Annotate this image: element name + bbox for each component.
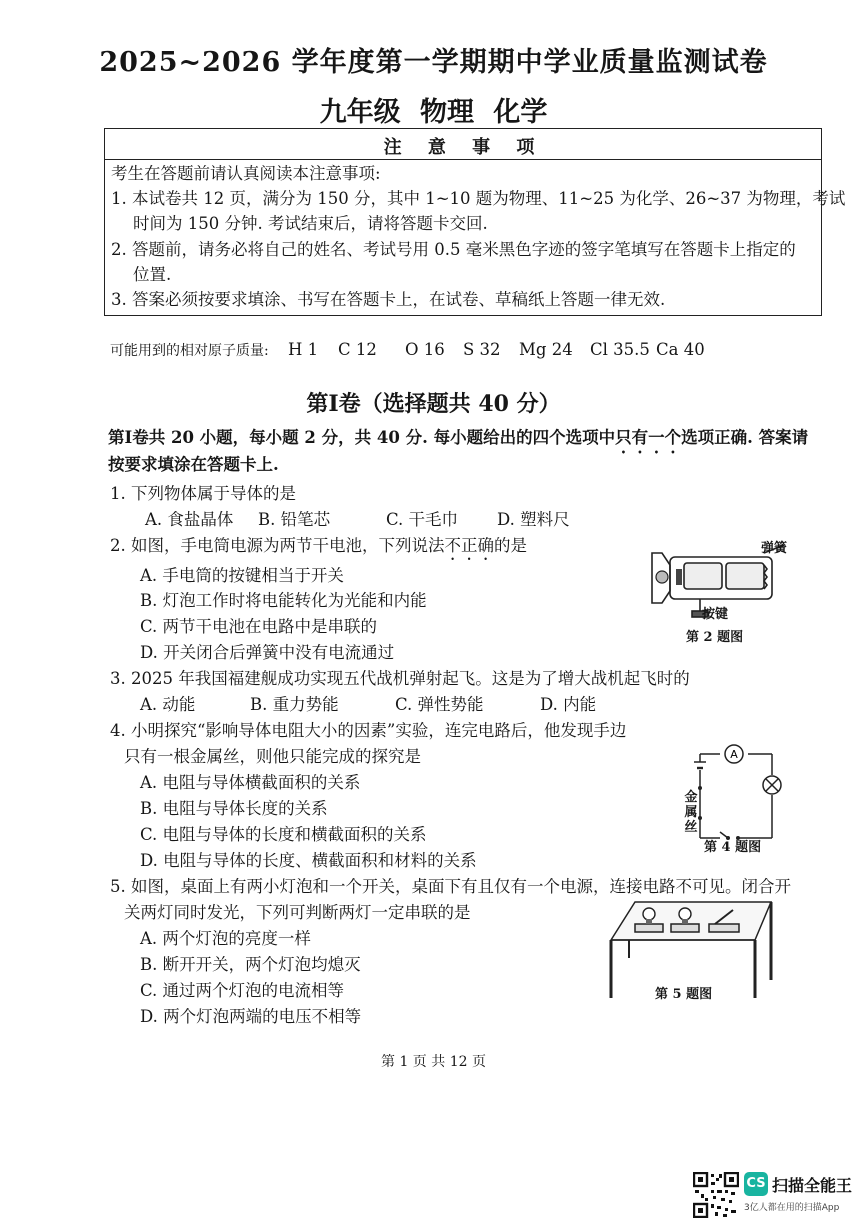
camscanner-badge: CS — [746, 1176, 766, 1191]
question-2-option-d: D. 开关闭合后弹簧中没有电流通过 — [140, 643, 395, 662]
question-4-stem-line-2: 只有一根金属丝，则他只能完成的探究是 — [124, 747, 421, 766]
question-5-option-b: B. 断开开关，两个灯泡均熄灭 — [140, 955, 361, 974]
atomic-mass-ca: Ca 40 — [656, 340, 705, 359]
question-4-option-d: D. 电阻与导体的长度、横截面积和材料的关系 — [140, 851, 477, 870]
page-number: 第 1 页 共 12 页 — [381, 1054, 486, 1070]
question-1-stem: 1. 下列物体属于导体的是 — [110, 484, 296, 503]
figure-5-caption: 第 5 题图 — [655, 987, 713, 1002]
atomic-mass-s: S 32 — [463, 340, 501, 359]
notice-item-2-line-2: 位置. — [133, 265, 172, 284]
notice-item-1-line-2: 时间为 150 分钟. 考试结束后，请将答题卡交回. — [133, 214, 488, 233]
question-2-option-b: B. 灯泡工作时将电能转化为光能和内能 — [140, 591, 427, 610]
notice-item-2-line-1: 2. 答题前，请务必将自己的姓名、考试号用 0.5 毫米黑色字迹的签字笔填写在答题卡上指定的 — [111, 240, 796, 259]
notice-divider — [105, 159, 821, 160]
figure-2-caption: 第 2 题图 — [686, 630, 744, 645]
question-4-option-b: B. 电阻与导体长度的关系 — [140, 799, 328, 818]
camscanner-tagline: 3亿人都在用的扫描App — [744, 1203, 840, 1213]
question-4-stem-line-1: 4. 小明探究“影响导体电阻大小的因素”实验，连完电路后，他发现手边 — [110, 721, 627, 740]
question-3-option-d: D. 内能 — [540, 695, 597, 714]
notice-item-3: 3. 答案必须按要求填涂、书写在答题卡上，在试卷、草稿纸上答题一律无效. — [111, 290, 666, 309]
question-2-option-a: A. 手电筒的按键相当于开关 — [140, 566, 344, 585]
ammeter-symbol: A — [730, 748, 738, 761]
question-2-stem: 2. 如图，手电筒电源为两节干电池，下列说法不正确的是 — [110, 536, 527, 555]
question-5-option-a: A. 两个灯泡的亮度一样 — [140, 929, 311, 948]
section-instructions-line-2: 按要求填涂在答题卡上. — [108, 455, 279, 474]
question-5-stem-line-1: 5. 如图，桌面上有两小灯泡和一个开关，桌面下有且仅有一个电源，连接电路不可见。闭合开 — [110, 877, 791, 896]
atomic-mass-c: C 12 — [338, 340, 377, 359]
question-3-option-c: C. 弹性势能 — [395, 695, 484, 714]
atomic-mass-mg: Mg 24 — [519, 340, 573, 359]
notice-box — [104, 128, 846, 316]
figure-4-caption: 第 4 题图 — [704, 840, 762, 855]
question-2-option-c: C. 两节干电池在电路中是串联的 — [140, 617, 378, 636]
atomic-mass-label: 可能用到的相对原子质量: — [110, 343, 269, 359]
question-3-option-b: B. 重力势能 — [250, 695, 339, 714]
atomic-mass-h: H 1 — [288, 340, 319, 359]
question-4-option-c: C. 电阻与导体的长度和横截面积的关系 — [140, 825, 427, 844]
question-5-stem-line-2: 关两灯同时发光，下列可判断两灯一定串联的是 — [124, 903, 471, 922]
exam-title: 2025~2026 学年度第一学期期中学业质量监测试卷 — [99, 47, 768, 78]
question-4-option-a: A. 电阻与导体横截面积的关系 — [140, 773, 361, 792]
question-3-stem: 3. 2025 年我国福建舰成功实现五代战机弹射起飞。这是为了增大战机起飞时的 — [110, 669, 690, 688]
question-3-option-a: A. 动能 — [140, 695, 196, 714]
question-5-option-d: D. 两个灯泡两端的电压不相等 — [140, 1007, 362, 1026]
notice-item-1-line-1: 1. 本试卷共 12 页，满分为 150 分，其中 1~10 题为物理、11~25 为化学、26~37 为物理，考试 — [111, 189, 846, 208]
question-1-option-a: A. 食盐晶体 — [145, 510, 234, 529]
question-5-option-c: C. 通过两个灯泡的电流相等 — [140, 981, 345, 1000]
question-1-option-b: B. 铅笔芯 — [258, 510, 331, 529]
notice-heading: 注 意 事 项 — [383, 137, 545, 158]
question-1-option-d: D. 塑料尺 — [497, 510, 570, 529]
exam-subtitle: 九年级 物理 化学 — [319, 97, 548, 128]
question-1-option-c: C. 干毛巾 — [386, 510, 459, 529]
flashlight-button-label: 按键 — [702, 607, 729, 622]
section-heading: 第Ⅰ卷（选择题共 40 分） — [306, 391, 561, 417]
atomic-mass-cl: Cl 35.5 — [590, 340, 650, 359]
qr-code-icon — [693, 1172, 739, 1218]
camscanner-logo-icon — [744, 1172, 768, 1196]
flashlight-spring-label: 弹簧 — [761, 541, 788, 556]
camscanner-brand: 扫描全能王 — [772, 1176, 853, 1195]
section-instructions-line-1: 第Ⅰ卷共 20 小题，每小题 2 分，共 40 分. 每小题给出的四个选项中只有一个选项正确. 答案请 — [108, 428, 809, 447]
metal-wire-label: 金属丝 — [684, 790, 698, 835]
atomic-mass-o: O 16 — [405, 340, 445, 359]
notice-intro: 考生在答题前请认真阅读本注意事项: — [111, 164, 381, 183]
